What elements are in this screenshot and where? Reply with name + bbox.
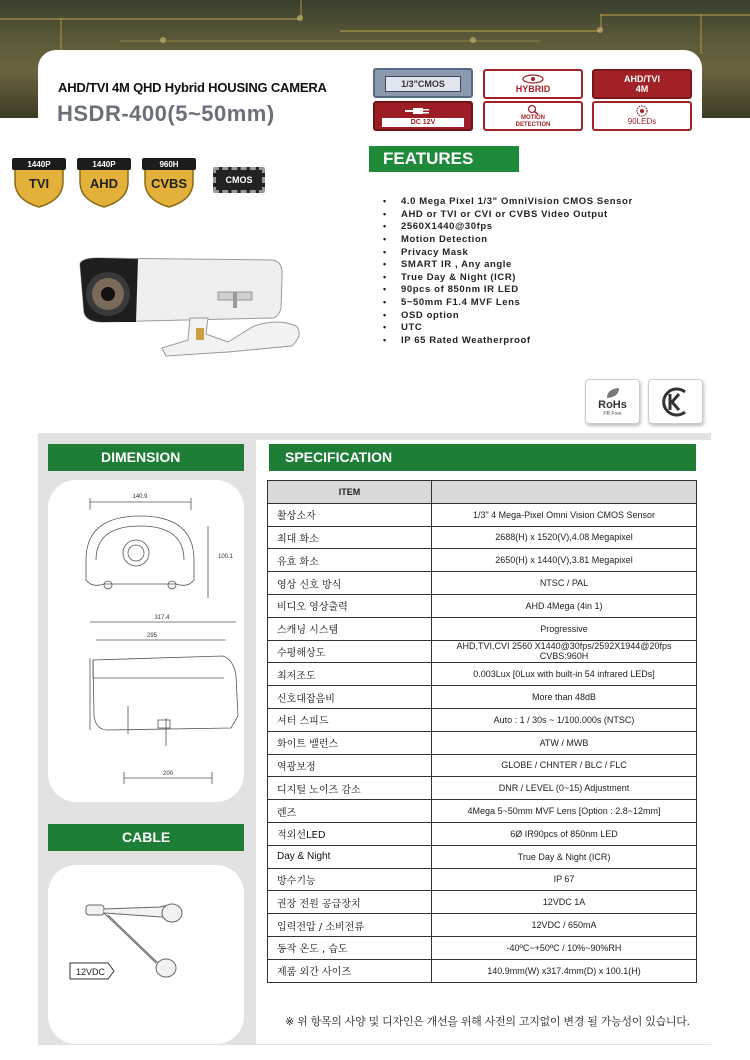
leaf-icon [605,387,621,399]
spec-label: 최대 화소 [268,526,432,549]
leds-badge: 90LEDs [592,101,692,131]
spec-value: Auto : 1 / 30s ~ 1/100.000s (NTSC) [432,708,697,731]
cable-label: 12VDC [76,967,106,977]
spec-label: 동작 온도 , 습도 [268,936,432,959]
spec-label: 방수기능 [268,868,432,891]
table-row [268,959,697,982]
spec-value: 6Ø IR90pcs of 850nm LED [432,822,697,845]
spec-label: Day & Night [268,845,432,868]
kc-cert [648,379,703,424]
spec-header-row [268,481,697,504]
spec-label: 촬상소자 [268,503,432,526]
table-row [268,526,697,549]
spec-label: 수평해상도 [268,640,432,663]
camera-housing [80,258,282,322]
table-row [268,708,697,731]
value-header [432,481,697,504]
cable-heading: CABLE [48,824,244,851]
spec-label: 비디오 영상출력 [268,594,432,617]
spec-label: 최저조도 [268,663,432,686]
camera-bracket [162,318,299,356]
feature-item: • AHD or TVI or CVI or CVBS Video Output [383,208,633,221]
tvi-1440p-medal: 1440P TVI [12,152,66,208]
disclaimer-note: ※ 위 항목의 사양 및 디자인은 개선을 위해 사전의 고지없이 변경 될 가능성이 있습니다. [285,1015,690,1028]
feature-item: • Privacy Mask [383,246,633,259]
feature-item: • True Day & Night (ICR) [383,271,633,284]
table-row [268,914,697,937]
cable-drawing [48,865,244,1044]
table-row [268,549,697,572]
spec-value: ATW / MWB [432,731,697,754]
table-row [268,822,697,845]
hybrid-badge: HYBRID [483,69,583,99]
feature-item: • UTC [383,321,633,334]
spec-value: 2688(H) x 1520(V),4.08 Megapixel [432,526,697,549]
ahd-1440p-medal: 1440P AHD [77,152,131,208]
spec-label: 입력전압 / 소비전류 [268,914,432,937]
magnifier-icon [525,104,541,115]
spec-value: GLOBE / CHNTER / BLC / FLC [432,754,697,777]
model-name: HSDR-400(5~50mm) [57,101,275,126]
table-row [268,754,697,777]
spec-value: DNR / LEVEL (0~15) Adjustment [432,777,697,800]
table-row [268,572,697,595]
spec-value: 12VDC 1A [432,891,697,914]
table-row [268,891,697,914]
side-view [90,622,238,784]
power-plug-icon [405,105,441,117]
spec-value: 12VDC / 650mA [432,914,697,937]
spec-label: 적외선LED [268,822,432,845]
spec-value: More than 48dB [432,686,697,709]
feature-item: • IP 65 Rated Weatherproof [383,334,633,347]
spec-value: True Day & Night (ICR) [432,845,697,868]
spec-value: 0.003Lux [0Lux with built-in 54 infrared LEDs] [432,663,697,686]
feature-item: • 2560X1440@30fps [383,220,633,233]
table-row [268,777,697,800]
cvbs-960h-medal: 960H CVBS [142,152,196,208]
spec-label: 제품 외간 사이즈 [268,959,432,982]
feature-item: • OSD option [383,309,633,322]
front-height-label: 100.1 [218,554,234,560]
rohs-cert: RoHs PB Free [585,379,640,424]
table-row [268,686,697,709]
kc-mark-icon [659,385,693,419]
features-list [383,195,633,347]
feature-item: • SMART IR , Any angle [383,258,633,271]
table-row [268,503,697,526]
ahd-tvi-badge: AHD/TVI 4M [592,69,692,99]
table-row [268,868,697,891]
camera-image [78,256,308,366]
spec-label: 신호대잡음비 [268,686,432,709]
spec-label: 화이트 밸런스 [268,731,432,754]
item-header: ITEM [268,481,432,504]
spec-label: 권장 전원 공급장치 [268,891,432,914]
dimension-drawing [48,480,244,802]
table-row [268,731,697,754]
spec-value: AHD,TVI,CVI 2560 X1440@30fps/2592X1944@20fps CVBS:960H [432,640,697,663]
front-view [86,498,208,598]
table-row [268,936,697,959]
table-row [268,617,697,640]
feature-item: • 90pcs of 850nm IR LED [383,283,633,296]
spec-value: AHD 4Mega (4in 1) [432,594,697,617]
spec-label: 셔터 스피드 [268,708,432,731]
spec-value: -40ºC~+50ºC / 10%~90%RH [432,936,697,959]
spec-label: 디지털 노이즈 감소 [268,777,432,800]
spec-value: 2650(H) x 1440(V),3.81 Megapixel [432,549,697,572]
hybrid-icon [522,74,544,84]
dimension-drawing-box [48,480,244,802]
cable-drawing-box [48,865,244,1044]
table-row [268,800,697,823]
spec-label: 스캐닝 시스템 [268,617,432,640]
table-row [268,594,697,617]
spec-value: Progressive [432,617,697,640]
feature-item: • Motion Detection [383,233,633,246]
spec-label: 영상 신호 방식 [268,572,432,595]
spec-value: 4Mega 5~50mm MVF Lens [Option : 2.8~12mm] [432,800,697,823]
cmos-chip-icon: CMOS [213,167,265,193]
feature-item: • 5~50mm F1.4 MVF Lens [383,296,633,309]
dc-12v-badge: DC 12V [373,101,473,131]
table-row [268,663,697,686]
features-heading: FEATURES [369,146,519,172]
table-row [268,640,697,663]
motion-detection-badge: MOTION DETECTION [483,101,583,131]
dimension-heading: DIMENSION [48,444,244,471]
spec-label: 역광보정 [268,754,432,777]
table-row [268,845,697,868]
side-body-label: 295 [146,633,158,639]
spec-value: NTSC / PAL [432,572,697,595]
feature-item: • 4.0 Mega Pixel 1/3" OmniVision CMOS Sensor [383,195,633,208]
front-width-label: 140.9 [132,494,148,500]
spec-label: 유효 화소 [268,549,432,572]
specification-heading: SPECIFICATION [269,444,696,471]
led-ring-icon [631,105,653,117]
product-title: AHD/TVI 4M QHD Hybrid HOUSING CAMERA [58,80,327,95]
cmos-badge: 1/3"CMOS [373,68,473,98]
spec-value: 1/3" 4 Mega-Pixel Omni Vision CMOS Sensor [432,503,697,526]
spec-label: 렌즈 [268,800,432,823]
side-total-label: 317.4 [154,615,170,621]
spec-value: 140.9mm(W) x317.4mm(D) x 100.1(H) [432,959,697,982]
side-bottom-label: 200 [162,771,174,777]
specification-table [267,480,697,983]
spec-value: IP 67 [432,868,697,891]
